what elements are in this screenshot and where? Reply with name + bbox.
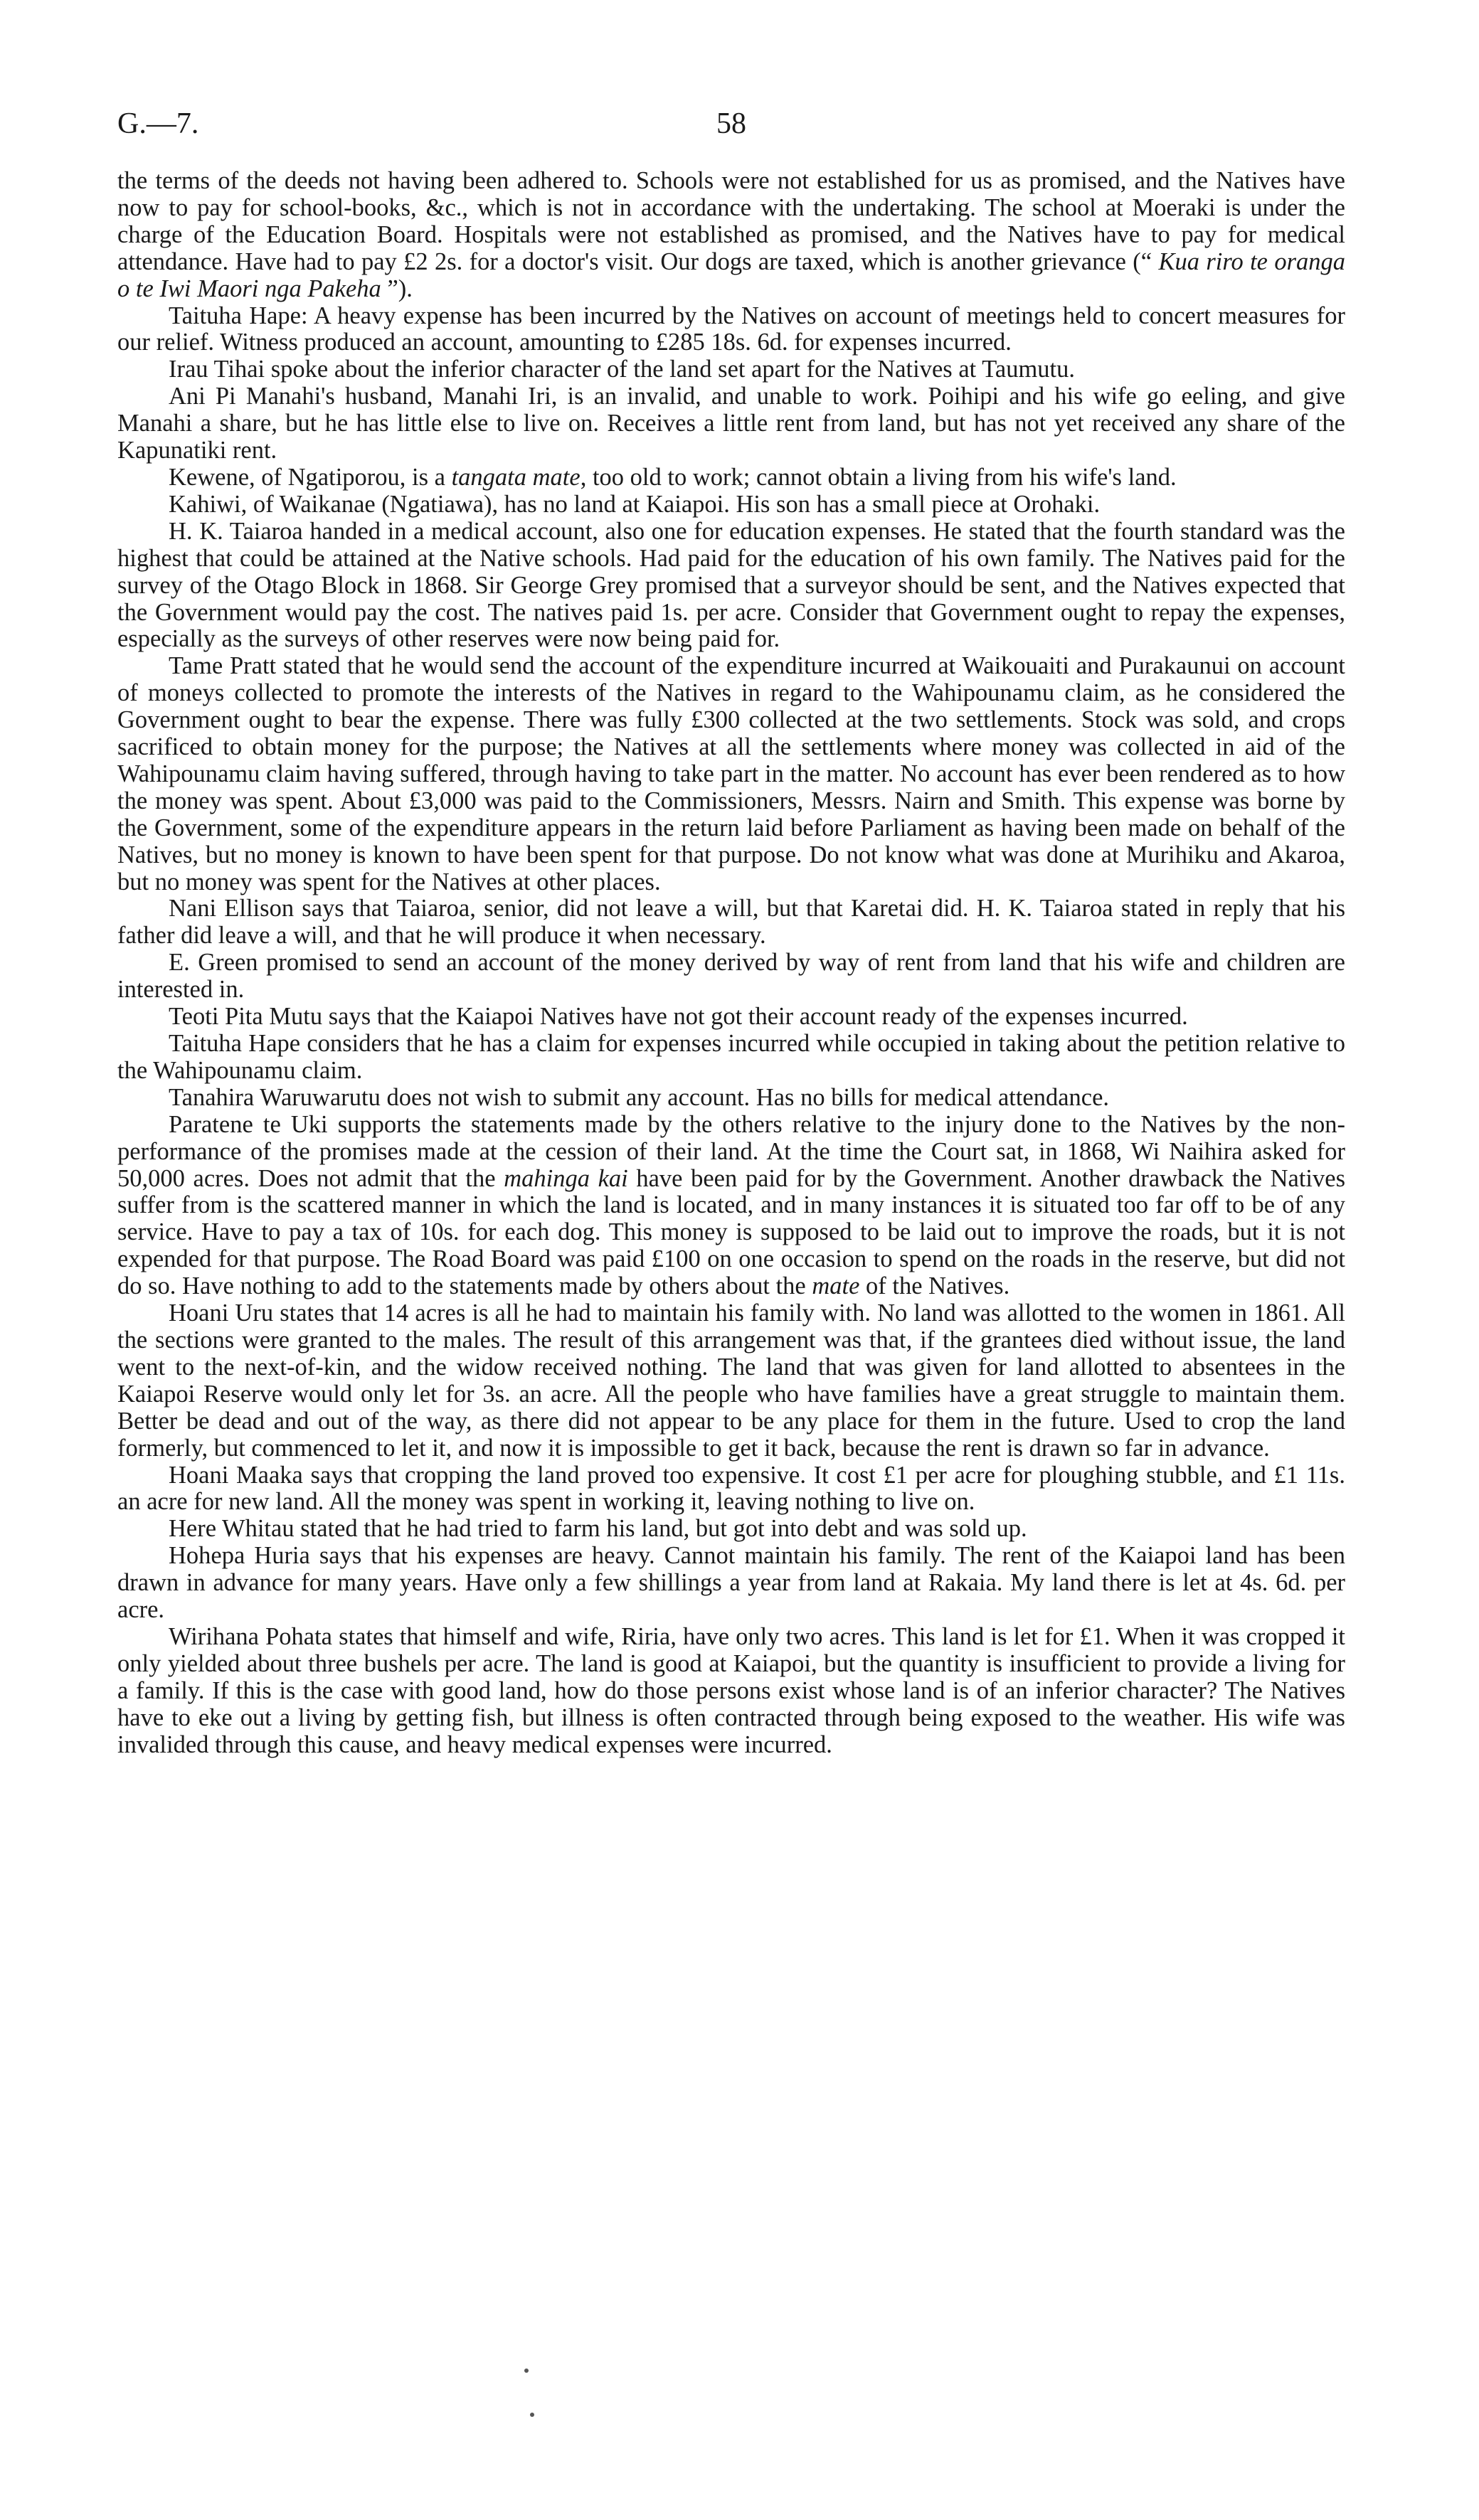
text-run: Irau Tihai spoke about the inferior character of the land set apart for the Natives at Taumutu. <box>169 356 1075 383</box>
paragraph <box>117 895 1345 950</box>
italic-term: mate <box>812 1272 860 1300</box>
text-run: the terms of the deeds not having been adhered to. Schools were not established for us as promised, and the Natives have now to pay for school-books, &c., which is not in accordance with the undertaking. The school at Moeraki is under the charge of the Education Board. Hospitals were not established as promised, and the Natives have to pay for medical attendance. Have had to pay £2 2s. for a doctor's visit. Our dogs are taxed, which is another grievance (“ <box>117 167 1345 275</box>
text-run: Taituha Hape: A heavy expense has been incurred by the Natives on account of meetings held to concert measures for our relief. Witness produced an account, amounting to £285 18s. 6d. for expenses incurred. <box>117 302 1345 356</box>
text-run: ”). <box>381 275 413 302</box>
text-run: Tame Pratt stated that he would send the account of the expenditure incurred at Waikouaiti and Purakaunui on account of moneys collected to promote the interests of the Natives in regard to the Wahipounamu claim, as he considered the Government ought to bear the expense. There was fully £300 collected at the two settlements. Stock was sold, and crops sacrificed to obtain money for the purpose; the Natives at all the settlements where money was collected in aid of the Wahipounamu claim having suffered, through having to take part in the matter. No account has ever been rendered as to how the money was spent. About £3,000 was paid to the Commissioners, Messrs. Nairn and Smith. This expense was borne by the Government, some of the expenditure appears in the return laid before Parliament as having been made on behalf of the Natives, but no money is known to have been spent for that purpose. Do not know what was done at Murihiku and Akaroa, but no money was spent for the Natives at other places. <box>117 652 1345 895</box>
italic-term: tangata mate <box>451 463 581 491</box>
paragraph <box>117 950 1345 1004</box>
paragraph <box>117 653 1345 895</box>
text-run: Nani Ellison says that Taiaroa, senior, did not leave a will, but that Karetai did. H. K. Taiaroa stated in reply that his father did leave a will, and that he will produce it when necessary. <box>117 895 1345 950</box>
italic-term: mahinga kai <box>504 1164 628 1192</box>
text-run: have been paid for by the Government. Another drawback the Natives suffer from is the scattered manner in which the land is located, and in many instances it is situated too far off to be of any service. Have to pay a tax of 10s. for each dog. This money is supposed to be laid out to improve the roads, but it is not expended for that purpose. The Road Board was paid £100 on one occasion to spend on the roads in the reserve, but did not do so. Have nothing to add to the statements made by others about the <box>117 1164 1345 1300</box>
text-run: Ani Pi Manahi's husband, Manahi Iri, is an invalid, and unable to work. Poihipi and his wife go eeling, and give Manahi a share, but he has little else to live on. Receives a little rent from land, but has not yet received any share of the Kapunatiki rent. <box>117 383 1345 464</box>
text-run: of the Natives. <box>859 1272 1010 1300</box>
text-run: Hohepa Huria says that his expenses are heavy. Cannot maintain his family. The rent of the Kaiapoi land has been drawn in advance for many years. Have only a few shillings a year from land at Rakaia. My land there is let at 4s. 6d. per acre. <box>117 1542 1345 1624</box>
text-run: Hoani Uru states that 14 acres is all he had to maintain his family with. No land was allotted to the women in 1861. All the sections were granted to the males. The result of this arrangement was that, if the grantees died without issue, the land went to the next-of-kin, and the widow received nothing. The land that was given for land allotted to absentees in the Kaiapoi Reserve would only let for 3s. an acre. All the people who have families have a great struggle to maintain them. Better be dead and out of the way, as there did not appear to be any place for them in the future. Used to crop the land formerly, but commenced to let it, and now it is impossible to get it back, because the rent is drawn so far in advance. <box>117 1299 1345 1462</box>
text-run: Paratene te Uki supports the statements made by the others relative to the injury done to the Natives by the non-performance of the promises made at the cession of their land. At the time the Court sat, in 1868, Wi Naihira asked for 50,000 acres. Does not admit that the <box>117 1110 1345 1192</box>
paragraph <box>117 491 1345 519</box>
text-run: Hoani Maaka says that cropping the land proved too expensive. It cost £1 per acre for ploughing stubble, and £1 11s. an acre for new land. All the money was spent in working it, leaving nothing to live on. <box>117 1461 1345 1516</box>
paragraph <box>117 1462 1345 1516</box>
text-run: H. K. Taiaroa handed in a medical account, also one for education expenses. He stated that the fourth standard was the highest that could be attained at the Native schools. Had paid for the education of his own family. The Natives paid for the survey of the Otago Block in 1868. Sir George Grey promised that a surveyor should be sent, and the Natives expected that the Government would pay the cost. The natives paid 1s. per acre. Consider that Government ought to repay the expenses, especially as the surveys of other reserves were now being paid for. <box>117 517 1345 653</box>
paragraph <box>117 1004 1345 1031</box>
text-run: Teoti Pita Mutu says that the Kaiapoi Natives have not got their account ready of the expenses incurred. <box>169 1003 1188 1031</box>
text-run: Wirihana Pohata states that himself and wife, Riria, have only two acres. This land is let for £1. When it was cropped it only yielded about three bushels per acre. The land is good at Kaiapoi, but the quantity is insufficient to provide a living for a family. If this is the case with good land, how do those persons exist whose land is of an inferior character? The Natives have to eke out a living by getting fish, but illness is often contracted through being exposed to the weather. His wife was invalided through this cause, and heavy medical expenses were incurred. <box>117 1622 1345 1758</box>
text-run: E. Green promised to send an account of the money derived by way of rent from land that his wife and children are interested in. <box>117 949 1345 1004</box>
paragraph <box>117 383 1345 464</box>
speck <box>530 2413 534 2417</box>
page-number: 58 <box>716 107 746 140</box>
paragraph <box>117 303 1345 357</box>
paragraph <box>117 464 1345 491</box>
paragraph <box>117 1516 1345 1543</box>
text-run: Kahiwi, of Waikanae (Ngatiawa), has no land at Kaiapoi. His son has a small piece at Orohaki. <box>169 490 1101 518</box>
speck <box>524 2369 529 2373</box>
text-run: , too old to work; cannot obtain a living from his wife's land. <box>580 463 1177 491</box>
text-run: Here Whitau stated that he had tried to farm his land, but got into debt and was sold up. <box>169 1515 1027 1543</box>
document-reference: G.—7. <box>117 107 199 140</box>
paragraph <box>117 1543 1345 1624</box>
paragraph <box>117 1031 1345 1085</box>
paragraph <box>117 1112 1345 1300</box>
text-run: Kewene, of Ngatiporou, is a <box>169 463 452 491</box>
text-run: Tanahira Waruwarutu does not wish to submit any account. Has no bills for medical attendance. <box>169 1083 1110 1111</box>
paragraph <box>117 1624 1345 1759</box>
paragraph <box>117 356 1345 383</box>
text-run: Taituha Hape considers that he has a claim for expenses incurred while occupied in taking about the petition relative to the Wahipounamu claim. <box>117 1030 1345 1084</box>
paragraph <box>117 1085 1345 1112</box>
italic-term: Kua riro te oranga o te Iwi Maori nga Pakeha <box>117 248 1345 302</box>
body-text <box>117 168 1345 1758</box>
page-header <box>117 107 1345 149</box>
paragraph <box>117 168 1345 303</box>
paragraph <box>117 519 1345 654</box>
paragraph <box>117 1300 1345 1462</box>
